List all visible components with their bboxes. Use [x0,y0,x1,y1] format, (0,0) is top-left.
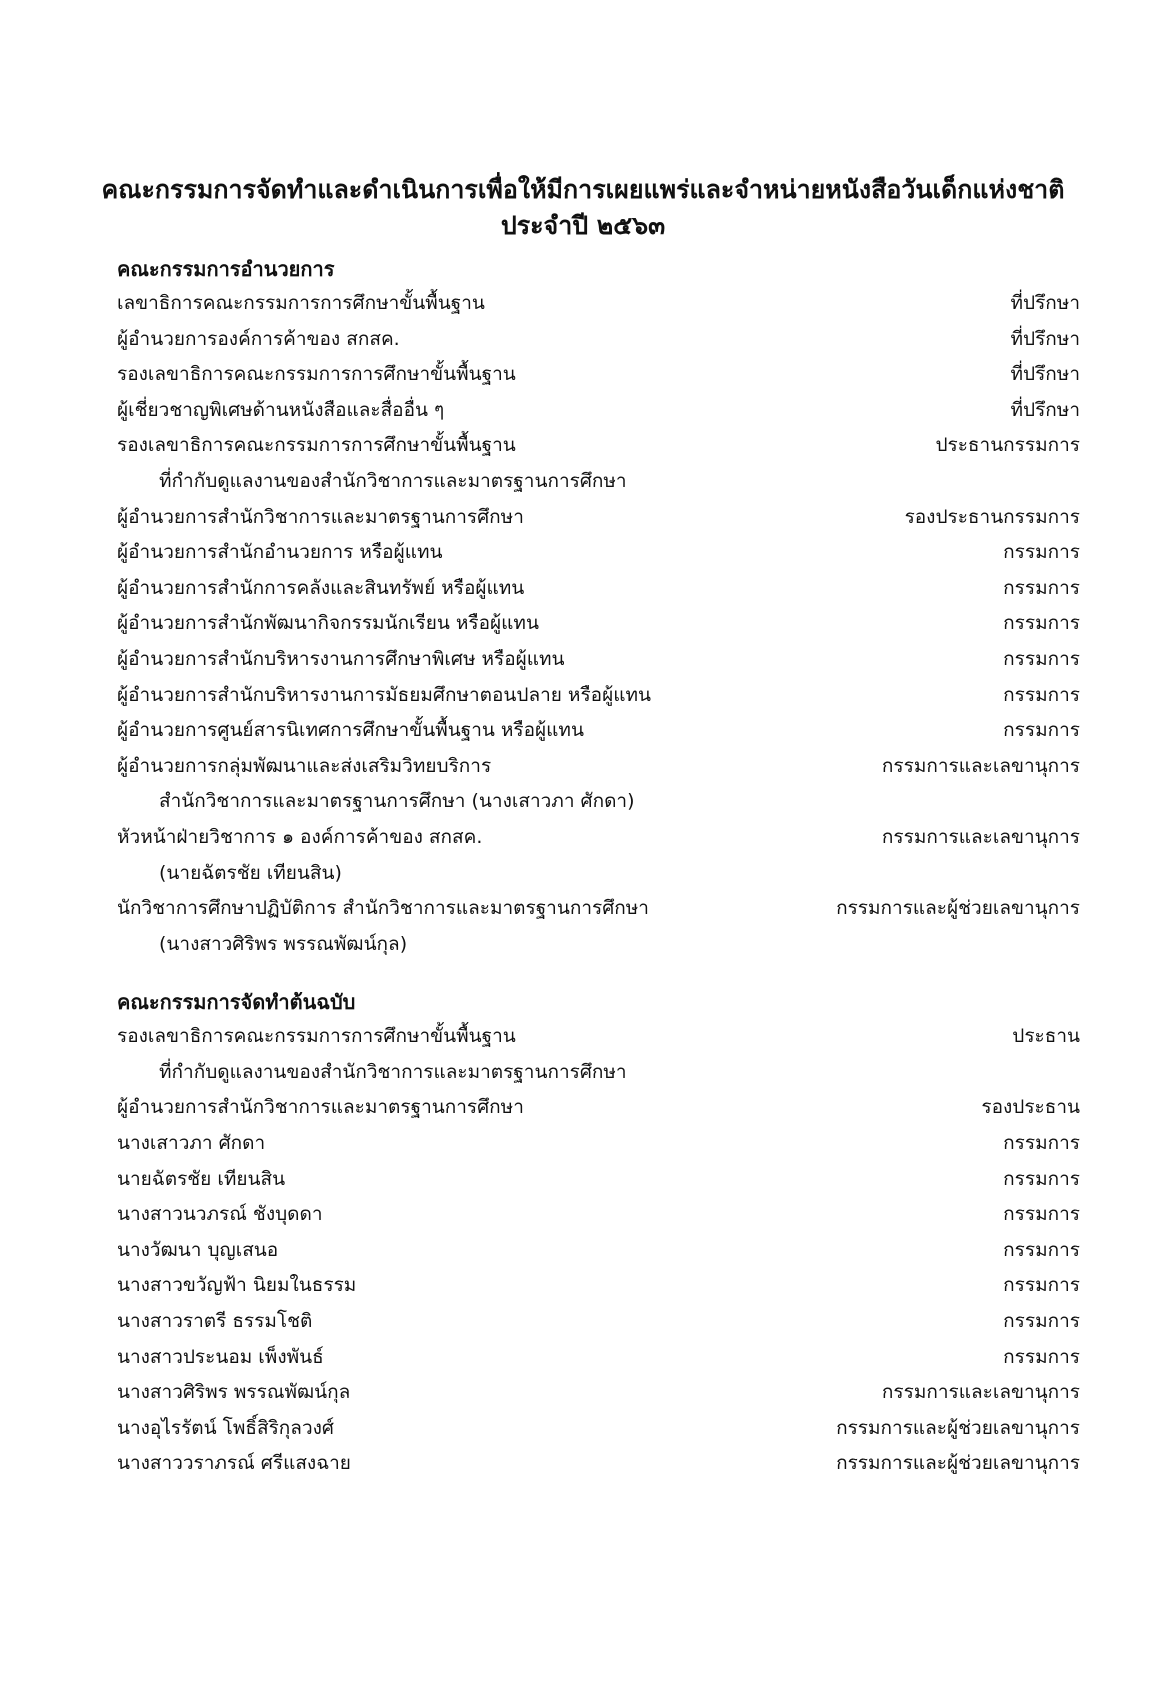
member-name: เลขาธิการคณะกรรมการการศึกษาขั้นพื้นฐาน [117,292,485,314]
member-role: กรรมการและผู้ช่วยเลขานุการ [836,1452,1080,1475]
member-entry [117,1446,1080,1482]
member-name: ผู้อำนวยการองค์การค้าของ สกสค. [117,327,400,350]
member-role: กรรมการและเลขานุการ [881,825,1080,848]
member-entry [117,500,1080,536]
member-row [117,1090,1080,1126]
member-role: ที่ปรึกษา [1010,327,1080,350]
member-role: รองประธาน [981,1096,1080,1119]
member-row [117,606,1080,642]
member-row [117,500,1080,536]
member-row [117,1304,1080,1340]
member-role: กรรมการและเลขานุการ [881,1381,1080,1404]
member-name: ผู้อำนวยการสำนักวิชาการและมาตรฐานการศึกษา [117,1096,524,1119]
member-entry [117,749,1080,820]
member-name: นักวิชาการศึกษาปฏิบัติการ สำนักวิชาการและมาตรฐานการศึกษา [117,897,649,920]
member-name: ผู้เชี่ยวชาญพิเศษด้านหนังสือและสื่ออื่น ๆ [117,398,445,421]
member-name: นางสาวขวัญฟ้า นิยมในธรรม [117,1274,357,1297]
member-entry [117,571,1080,607]
member-role: กรรมการ [1003,1203,1080,1226]
member-role: กรรมการ [1003,576,1080,599]
title-line-2: ประจำปี ๒๕๖๓ [500,211,666,240]
member-row [117,1197,1080,1233]
member-role: กรรมการ [1003,719,1080,742]
member-row [117,393,1080,429]
member-row [117,1411,1080,1447]
member-detail: ที่กำกับดูแลงานของสำนักวิชาการและมาตรฐานการศึกษา [159,1060,627,1083]
member-name: ผู้อำนวยการสำนักอำนวยการ หรือผู้แทน [117,541,443,564]
committee-section [117,985,1080,1482]
member-entry [117,1162,1080,1198]
member-entry [117,1019,1080,1090]
member-detail: ที่กำกับดูแลงานของสำนักวิชาการและมาตรฐานการศึกษา [159,469,627,492]
member-row [117,678,1080,714]
section-heading: คณะกรรมการอำนวยการ [117,257,335,281]
member-role: ที่ปรึกษา [1010,292,1080,314]
member-role: กรรมการและเลขานุการ [881,754,1080,777]
section-spacer [117,962,1080,985]
member-row [117,1268,1080,1304]
committee-section [117,252,1080,962]
member-row [117,357,1080,393]
member-name: ผู้อำนวยการศูนย์สารนิเทศการศึกษาขั้นพื้นฐาน หรือผู้แทน [117,719,584,742]
member-name: นางสาวนวภรณ์ ชังบุดดา [117,1203,323,1226]
member-name: นางสาวศิริพร พรรณพัฒน์กุล [117,1381,351,1404]
member-role: กรรมการ [1003,612,1080,635]
member-row [117,713,1080,749]
member-entry [117,1197,1080,1233]
member-entry [117,1233,1080,1269]
member-name: ผู้อำนวยการสำนักวิชาการและมาตรฐานการศึกษา [117,505,524,528]
member-role: กรรมการ [1003,1345,1080,1368]
member-row [117,571,1080,607]
member-entry [117,713,1080,749]
member-row [117,1340,1080,1376]
member-row [117,1162,1080,1198]
member-row [117,1446,1080,1482]
member-role: รองประธานกรรมการ [904,505,1080,528]
committee-list [117,252,1080,1482]
member-entry [117,891,1080,962]
member-row [117,1233,1080,1269]
member-name: ผู้อำนวยการสำนักบริหารงานการมัธยมศึกษาตอนปลาย หรือผู้แทน [117,683,651,706]
member-entry [117,286,1080,322]
member-role: กรรมการ [1003,647,1080,670]
member-entry [117,820,1080,891]
member-row [117,322,1080,358]
member-entry [117,428,1080,499]
member-row [117,891,1080,927]
member-role: ประธาน [1012,1025,1080,1048]
member-name: รองเลขาธิการคณะกรรมการการศึกษาขั้นพื้นฐาน [117,434,516,457]
member-entry [117,1411,1080,1447]
member-name: ผู้อำนวยการสำนักการคลังและสินทรัพย์ หรือผู้แทน [117,576,525,599]
member-name: รองเลขาธิการคณะกรรมการการศึกษาขั้นพื้นฐาน [117,363,516,386]
member-row [117,749,1080,785]
member-role: กรรมการ [1003,541,1080,564]
member-name: นางวัฒนา บุญเสนอ [117,1238,279,1261]
member-entry [117,642,1080,678]
member-entry [117,1375,1080,1411]
member-role: กรรมการ [1003,1132,1080,1155]
member-row [117,535,1080,571]
member-entry [117,1268,1080,1304]
member-entry [117,1340,1080,1376]
section-heading: คณะกรรมการจัดทำต้นฉบับ [117,990,356,1015]
member-name: นางอุไรรัตน์ โพธิ์สิริกุลวงศ์ [117,1416,334,1439]
member-row [117,1126,1080,1162]
member-name: นางสาววราภรณ์ ศรีแสงฉาย [117,1452,351,1475]
member-role: กรรมการ [1003,1238,1080,1261]
member-row [117,1019,1080,1055]
member-entry [117,1304,1080,1340]
member-entry [117,322,1080,358]
member-name: ผู้อำนวยการสำนักพัฒนากิจกรรมนักเรียน หรือผู้แทน [117,612,539,635]
member-row [117,642,1080,678]
member-role: กรรมการและผู้ช่วยเลขานุการ [836,897,1080,920]
member-row [117,428,1080,464]
member-role: กรรมการ [1003,1310,1080,1333]
member-entry [117,535,1080,571]
member-role: ที่ปรึกษา [1010,363,1080,386]
member-row [117,1375,1080,1411]
member-name: รองเลขาธิการคณะกรรมการการศึกษาขั้นพื้นฐาน [117,1025,516,1048]
document-title [0,172,1166,244]
member-entry [117,393,1080,429]
member-name: นางสาวประนอม เพ็งพันธ์ [117,1345,324,1368]
member-name: นางสาวราตรี ธรรมโชติ [117,1310,313,1333]
member-role: กรรมการและผู้ช่วยเลขานุการ [836,1416,1080,1439]
member-role: ที่ปรึกษา [1010,398,1080,421]
member-name: ผู้อำนวยการกลุ่มพัฒนาและส่งเสริมวิทยบริการ [117,754,492,777]
member-detail: (นางสาวศิริพร พรรณพัฒน์กุล) [159,932,408,955]
member-entry [117,678,1080,714]
member-entry [117,357,1080,393]
member-entry [117,1090,1080,1126]
member-name: ผู้อำนวยการสำนักบริหารงานการศึกษาพิเศษ หรือผู้แทน [117,647,565,670]
member-row [117,820,1080,856]
member-role: กรรมการ [1003,1274,1080,1297]
member-name: นายฉัตรชัย เทียนสิน [117,1167,286,1190]
member-entry [117,606,1080,642]
member-detail: สำนักวิชาการและมาตรฐานการศึกษา (นางเสาวภา ศักดา) [159,790,635,813]
member-role: กรรมการ [1003,1167,1080,1190]
member-row [117,286,1080,322]
member-role: กรรมการ [1003,683,1080,706]
member-entry [117,1126,1080,1162]
member-name: นางเสาวภา ศักดา [117,1132,266,1155]
title-line-1: คณะกรรมการจัดทำและดำเนินการเพื่อให้มีการเผยแพร่และจำหน่ายหนังสือวันเด็กแห่งชาติ [101,175,1065,204]
member-role: ประธานกรรมการ [935,434,1080,457]
member-name: หัวหน้าฝ่ายวิชาการ ๑ องค์การค้าของ สกสค. [117,825,483,848]
member-detail: (นายฉัตรชัย เทียนสิน) [159,861,342,884]
